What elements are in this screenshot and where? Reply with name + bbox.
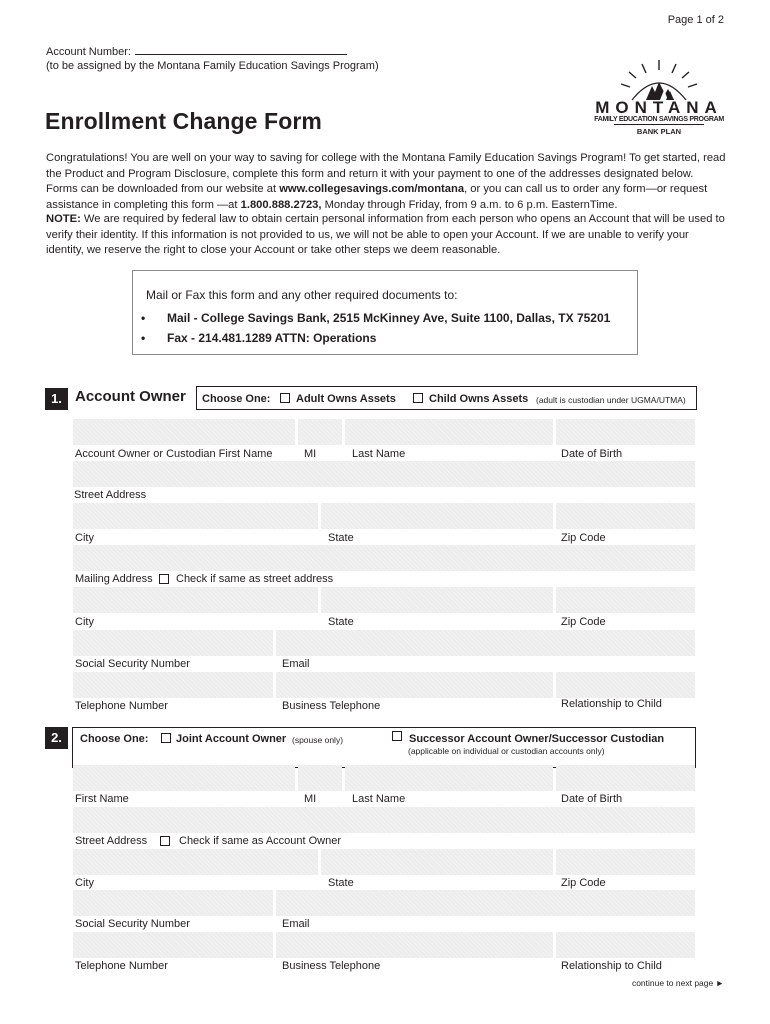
adult-owns-assets-label: Adult Owns Assets bbox=[296, 393, 396, 405]
montana-logo bbox=[594, 58, 724, 138]
child-owns-assets-note: (adult is custodian under UGMA/UTMA) bbox=[536, 395, 686, 405]
account-number-note: (to be assigned by the Montana Family Education Savings Program) bbox=[46, 60, 379, 72]
continue-to-next-page: continue to next page ► bbox=[631, 978, 724, 988]
account-number-line bbox=[135, 45, 347, 55]
website-link[interactable]: www.collegesavings.com/montana bbox=[279, 183, 465, 195]
owner-street-label: Street Address bbox=[74, 489, 147, 501]
owner-business-phone-label: Business Telephone bbox=[282, 700, 381, 712]
joint-zip-input[interactable] bbox=[556, 849, 695, 875]
account-number-block bbox=[46, 45, 379, 73]
joint-street-label: Street Address bbox=[75, 835, 148, 847]
joint-account-owner-note: (spouse only) bbox=[292, 735, 344, 745]
joint-street-input[interactable] bbox=[73, 807, 695, 833]
child-owns-assets-label: Child Owns Assets bbox=[429, 393, 529, 405]
intro-text-2: , or you can call us to order any form—or request assistance in completing this form —at bbox=[46, 183, 708, 211]
joint-phone-input[interactable] bbox=[73, 932, 273, 958]
owner-last-name-label: Last Name bbox=[352, 448, 406, 460]
mailing-same-as-street-label: Check if same as street address bbox=[176, 573, 334, 585]
joint-business-phone-input[interactable] bbox=[276, 932, 553, 958]
joint-last-name-input[interactable] bbox=[345, 765, 553, 791]
page-number: Page 1 of 2 bbox=[667, 14, 724, 26]
joint-owner-type-selector bbox=[72, 727, 696, 768]
owner-business-phone-input[interactable] bbox=[276, 672, 553, 698]
owner-dob-input[interactable] bbox=[556, 419, 695, 445]
choose-one-label: Choose One: bbox=[202, 393, 271, 405]
joint-dob-label: Date of Birth bbox=[561, 793, 623, 805]
joint-mi-input[interactable] bbox=[298, 765, 342, 791]
owner-mailing-zip-input[interactable] bbox=[556, 587, 695, 613]
owner-phone-label: Telephone Number bbox=[75, 700, 168, 712]
owner-mi-label: MI bbox=[304, 448, 317, 460]
owner-relationship-label: Relationship to Child bbox=[561, 698, 662, 710]
joint-last-name-label: Last Name bbox=[352, 793, 406, 805]
owner-phone-input[interactable] bbox=[73, 672, 273, 698]
joint-ssn-label: Social Security Number bbox=[75, 918, 190, 930]
joint-ssn-input[interactable] bbox=[73, 890, 273, 916]
child-owns-assets-checkbox[interactable] bbox=[413, 393, 423, 403]
joint-city-input[interactable] bbox=[73, 849, 318, 875]
street-same-as-owner-label: Check if same as Account Owner bbox=[179, 835, 342, 847]
joint-relationship-input[interactable] bbox=[556, 932, 695, 958]
owner-mailing-city-input[interactable] bbox=[73, 587, 318, 613]
owner-email-label: Email bbox=[282, 658, 310, 670]
owner-ssn-input[interactable] bbox=[73, 630, 273, 656]
joint-first-name-input[interactable] bbox=[73, 765, 295, 791]
owner-mailing-state-input[interactable] bbox=[321, 587, 553, 613]
phone-number: 1.800.888.2723, bbox=[240, 198, 322, 211]
page-title: Enrollment Change Form bbox=[45, 108, 322, 134]
joint-account-owner-checkbox[interactable] bbox=[161, 733, 171, 743]
owner-street-input[interactable] bbox=[73, 461, 695, 487]
joint-phone-label: Telephone Number bbox=[75, 960, 168, 972]
joint-zip-label: Zip Code bbox=[561, 877, 606, 889]
owner-last-name-input[interactable] bbox=[345, 419, 553, 445]
joint-business-phone-label: Business Telephone bbox=[282, 960, 381, 972]
note-paragraph bbox=[46, 212, 726, 259]
joint-first-name-label: First Name bbox=[75, 793, 129, 805]
section-1-number: 1. bbox=[45, 388, 68, 410]
owner-state-input[interactable] bbox=[321, 503, 553, 529]
mailing-instructions-box bbox=[132, 270, 638, 355]
owner-mailing-address-input[interactable] bbox=[73, 545, 695, 571]
street-same-as-owner-checkbox[interactable] bbox=[160, 836, 170, 846]
owner-ssn-label: Social Security Number bbox=[75, 658, 190, 670]
owner-mailing-state-label: State bbox=[328, 616, 354, 628]
owner-email-input[interactable] bbox=[276, 630, 695, 656]
logo-plan: BANK PLAN bbox=[636, 127, 682, 136]
joint-email-input[interactable] bbox=[276, 890, 695, 916]
owner-first-name-label: Account Owner or Custodian First Name bbox=[75, 448, 273, 460]
section-1-title: Account Owner bbox=[75, 388, 186, 405]
owner-first-name-input[interactable] bbox=[73, 419, 295, 445]
adult-owns-assets-checkbox[interactable] bbox=[280, 393, 290, 403]
logo-name: MONTANA bbox=[595, 98, 723, 117]
mailing-same-as-street-checkbox[interactable] bbox=[159, 574, 169, 584]
owner-mi-input[interactable] bbox=[298, 419, 342, 445]
joint-city-label: City bbox=[75, 877, 94, 889]
owner-relationship-input[interactable] bbox=[556, 672, 695, 698]
account-owner-type-selector bbox=[196, 386, 697, 410]
joint-state-input[interactable] bbox=[321, 849, 553, 875]
joint-account-owner-label: Joint Account Owner bbox=[176, 733, 287, 745]
successor-owner-checkbox[interactable] bbox=[392, 731, 402, 741]
owner-mailing-label: Mailing Address bbox=[75, 573, 153, 585]
intro-text: Congratulations! You are well on your way to saving for college with the Montana Family Education Savings Program! To get started, read the Product and Program Disclosure, complete this form and return it with your payment to one of the addresses designated below. Forms can be downloaded from our website at bbox=[46, 152, 726, 195]
logo-subtitle: FAMILY EDUCATION SAVINGS PROGRAM bbox=[594, 116, 724, 123]
section-2-number: 2. bbox=[45, 727, 68, 749]
choose-one-label-2: Choose One: bbox=[80, 733, 149, 745]
note-label: NOTE: bbox=[46, 213, 81, 225]
owner-city-label: City bbox=[75, 532, 94, 544]
owner-state-label: State bbox=[328, 532, 354, 544]
mailbox-title: Mail or Fax this form and any other required documents to: bbox=[146, 288, 458, 302]
owner-dob-label: Date of Birth bbox=[561, 448, 623, 460]
owner-mailing-zip-label: Zip Code bbox=[561, 616, 606, 628]
joint-relationship-label: Relationship to Child bbox=[561, 960, 662, 972]
note-text: We are required by federal law to obtain certain personal information from each person who opens an Account that will be used to verify their identity. If this information is not provided to us, we will not be able to open your Account. If we are unable to verify your identity, we reserve the right to close your Account or take other steps we deem reasonable. bbox=[46, 213, 725, 256]
account-number-label: Account Number: bbox=[46, 46, 131, 58]
joint-email-label: Email bbox=[282, 918, 310, 930]
owner-zip-label: Zip Code bbox=[561, 532, 606, 544]
owner-city-input[interactable] bbox=[73, 503, 318, 529]
owner-mailing-city-label: City bbox=[75, 616, 94, 628]
fax-number: • Fax - 214.481.1289 ATTN: Operations bbox=[167, 331, 376, 345]
intro-text-3: Monday through Friday, from 9 a.m. to 6 p.m. EasternTime. bbox=[321, 198, 618, 211]
mail-address: • Mail - College Savings Bank, 2515 McKinney Ave, Suite 1100, Dallas, TX 75201 bbox=[167, 311, 610, 325]
successor-owner-note: (applicable on individual or custodian accounts only) bbox=[408, 746, 605, 756]
owner-zip-input[interactable] bbox=[556, 503, 695, 529]
intro-paragraph bbox=[46, 151, 726, 213]
joint-mi-label: MI bbox=[304, 793, 317, 805]
successor-owner-label: Successor Account Owner/Successor Custodian bbox=[409, 733, 665, 745]
joint-state-label: State bbox=[328, 877, 354, 889]
joint-dob-input[interactable] bbox=[556, 765, 695, 791]
